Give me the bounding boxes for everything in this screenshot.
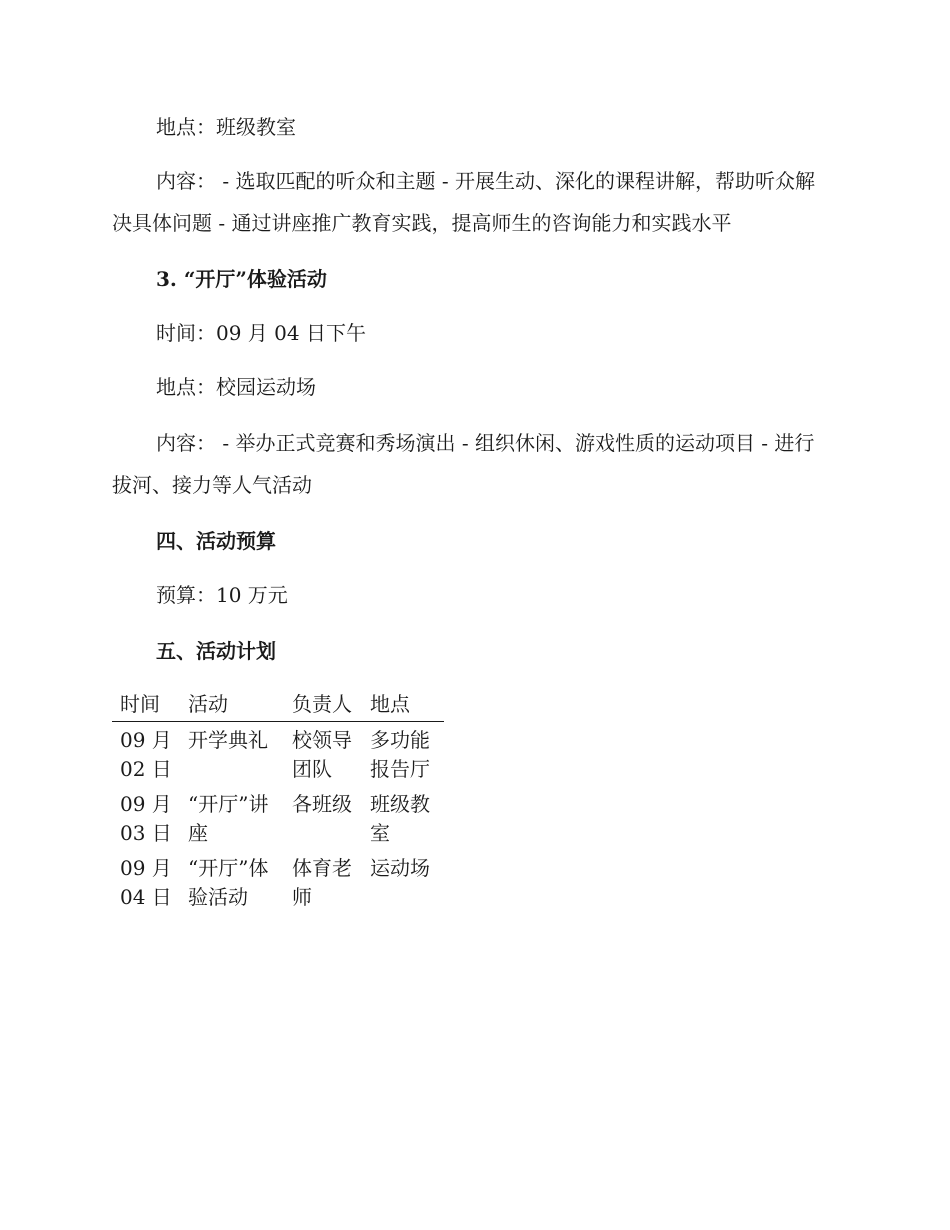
header-location: 地点 — [362, 690, 444, 722]
cell-location: 多功能报告厅 — [370, 728, 430, 781]
cell-location: 班级教室 — [370, 792, 430, 845]
header-activity: 活动 — [180, 690, 284, 722]
cell-owner: 校领导团队 — [292, 728, 352, 781]
content-paragraph-3: 内容： - 举办正式竞赛和秀场演出 - 组织休闲、游戏性质的运动项目 - 进行拔河、接力等人气活动 — [112, 431, 815, 497]
plan-heading: 五、活动计划 — [156, 639, 276, 663]
table-row — [112, 786, 444, 850]
cell-time: 09 月 02 日 — [120, 728, 172, 781]
cell-activity: 开学典礼 — [188, 728, 268, 752]
cell-activity: “开厅”体验活动 — [188, 856, 269, 909]
cell-location: 运动场 — [370, 856, 430, 880]
cell-time: 09 月 03 日 — [120, 792, 172, 845]
plan-table — [112, 690, 444, 914]
cell-time: 09 月 04 日 — [120, 856, 172, 909]
cell-activity: “开厅”讲座 — [188, 792, 269, 845]
table-header-row — [112, 690, 444, 722]
header-owner: 负责人 — [284, 690, 362, 722]
location-paragraph-3: 地点：校园运动场 — [156, 375, 316, 399]
table-row — [112, 850, 444, 914]
content-paragraph-1: 内容： - 选取匹配的听众和主题 - 开展生动、深化的课程讲解，帮助听众解决具体问题 - 通过讲座推广教育实践，提高师生的咨询能力和实践水平 — [112, 169, 815, 235]
time-paragraph-3: 时间：09 月 04 日下午 — [156, 321, 366, 345]
section-heading-3: 3. “开厅”体验活动 — [156, 267, 327, 291]
table-row — [112, 722, 444, 787]
cell-owner: 体育老师 — [292, 856, 352, 909]
cell-owner: 各班级 — [292, 792, 352, 816]
budget-paragraph: 预算：10 万元 — [156, 583, 288, 607]
location-paragraph-1: 地点：班级教室 — [156, 115, 296, 139]
header-time: 时间 — [112, 690, 180, 722]
budget-heading: 四、活动预算 — [156, 529, 276, 553]
